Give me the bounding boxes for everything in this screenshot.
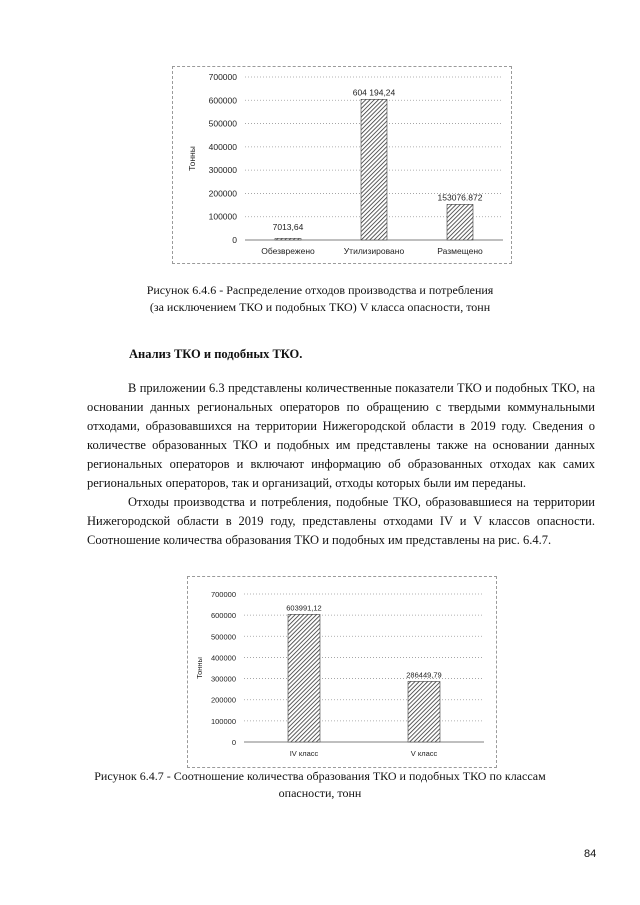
bar-1 xyxy=(408,681,440,742)
figure-6-4-7-caption-line1: Рисунок 6.4.7 - Соотношение количества образования ТКО и подобных ТКО по классам xyxy=(94,769,546,783)
y-tick-label: 700000 xyxy=(210,590,236,599)
section-heading: Анализ ТКО и подобных ТКО. xyxy=(129,347,303,361)
x-tick-label: Обезврежено xyxy=(261,246,315,256)
bar-0 xyxy=(288,614,320,742)
y-tick-label: 400000 xyxy=(208,141,237,152)
data-label: 603991,12 xyxy=(286,603,322,613)
figure-6-4-7-caption-line2: опасности, тонн xyxy=(278,786,362,800)
y-tick-label: 200000 xyxy=(210,695,236,705)
y-tick-label: 0 xyxy=(231,738,236,747)
bar-0 xyxy=(275,238,301,240)
y-tick-label: 600000 xyxy=(208,95,237,106)
bar-2 xyxy=(447,204,473,240)
y-tick-label: 700000 xyxy=(208,72,237,82)
y-tick-label: 100000 xyxy=(210,716,236,726)
x-tick-label: V класс xyxy=(410,749,438,758)
chart-6-4-7-svg xyxy=(188,577,496,767)
figure-6-4-7-caption xyxy=(90,768,550,802)
paragraph-1: В приложении 6.3 представлены количественные показатели ТКО и подобных ТКО, на основании данных региональных операторов по обращению с твердыми коммунальными отходами, образовавшихся на территории Нижегородской области в 2019 году. Сведения о количестве образованных ТКО и подобных им представлены также на основании данных региональных операторов и включают информацию об образованных отходах как самих региональных операторов, так и организаций, отходы которых были им переданы. xyxy=(87,381,595,490)
x-tick-label: Утилизировано xyxy=(343,246,405,256)
chart-6-4-6 xyxy=(172,66,512,264)
data-label: 604 194,24 xyxy=(352,87,396,98)
chart-6-4-6-svg xyxy=(173,67,511,263)
y-axis-title: Тонны xyxy=(195,657,204,679)
y-tick-label: 0 xyxy=(232,235,237,245)
data-label: 7013,64 xyxy=(272,222,304,232)
x-tick-label: Размещено xyxy=(437,246,483,256)
y-tick-label: 500000 xyxy=(210,632,236,642)
x-tick-label: IV класс xyxy=(289,749,319,758)
y-tick-label: 200000 xyxy=(208,188,237,199)
y-tick-label: 600000 xyxy=(210,611,236,621)
y-tick-label: 500000 xyxy=(208,118,237,129)
chart-6-4-7 xyxy=(187,576,497,768)
y-axis-title: Тонны xyxy=(187,146,197,171)
page-number: 84 xyxy=(584,848,597,860)
y-tick-label: 100000 xyxy=(208,211,237,222)
data-label: 286449,79 xyxy=(406,670,442,680)
y-tick-label: 300000 xyxy=(210,674,236,684)
y-tick-label: 400000 xyxy=(210,653,236,663)
figure-6-4-6-caption-line1: Рисунок 6.4.6 - Распределение отходов производства и потребления xyxy=(146,283,494,297)
bar-1 xyxy=(361,99,387,240)
figure-6-4-6-caption-line2: (за исключением ТКО и подобных ТКО) V класса опасности, тонн xyxy=(149,300,491,314)
paragraph-2: Отходы производства и потребления, подобные ТКО, образовавшиеся на территории Нижегородской области в 2019 году, представлены отходами IV и V классов опасности. Соотношение количества образования ТКО и подобных им представлены на рис. 6.4.7. xyxy=(87,495,595,547)
data-label: 153076.872 xyxy=(437,192,483,203)
figure-6-4-6-caption xyxy=(110,282,530,316)
y-tick-label: 300000 xyxy=(208,165,237,176)
